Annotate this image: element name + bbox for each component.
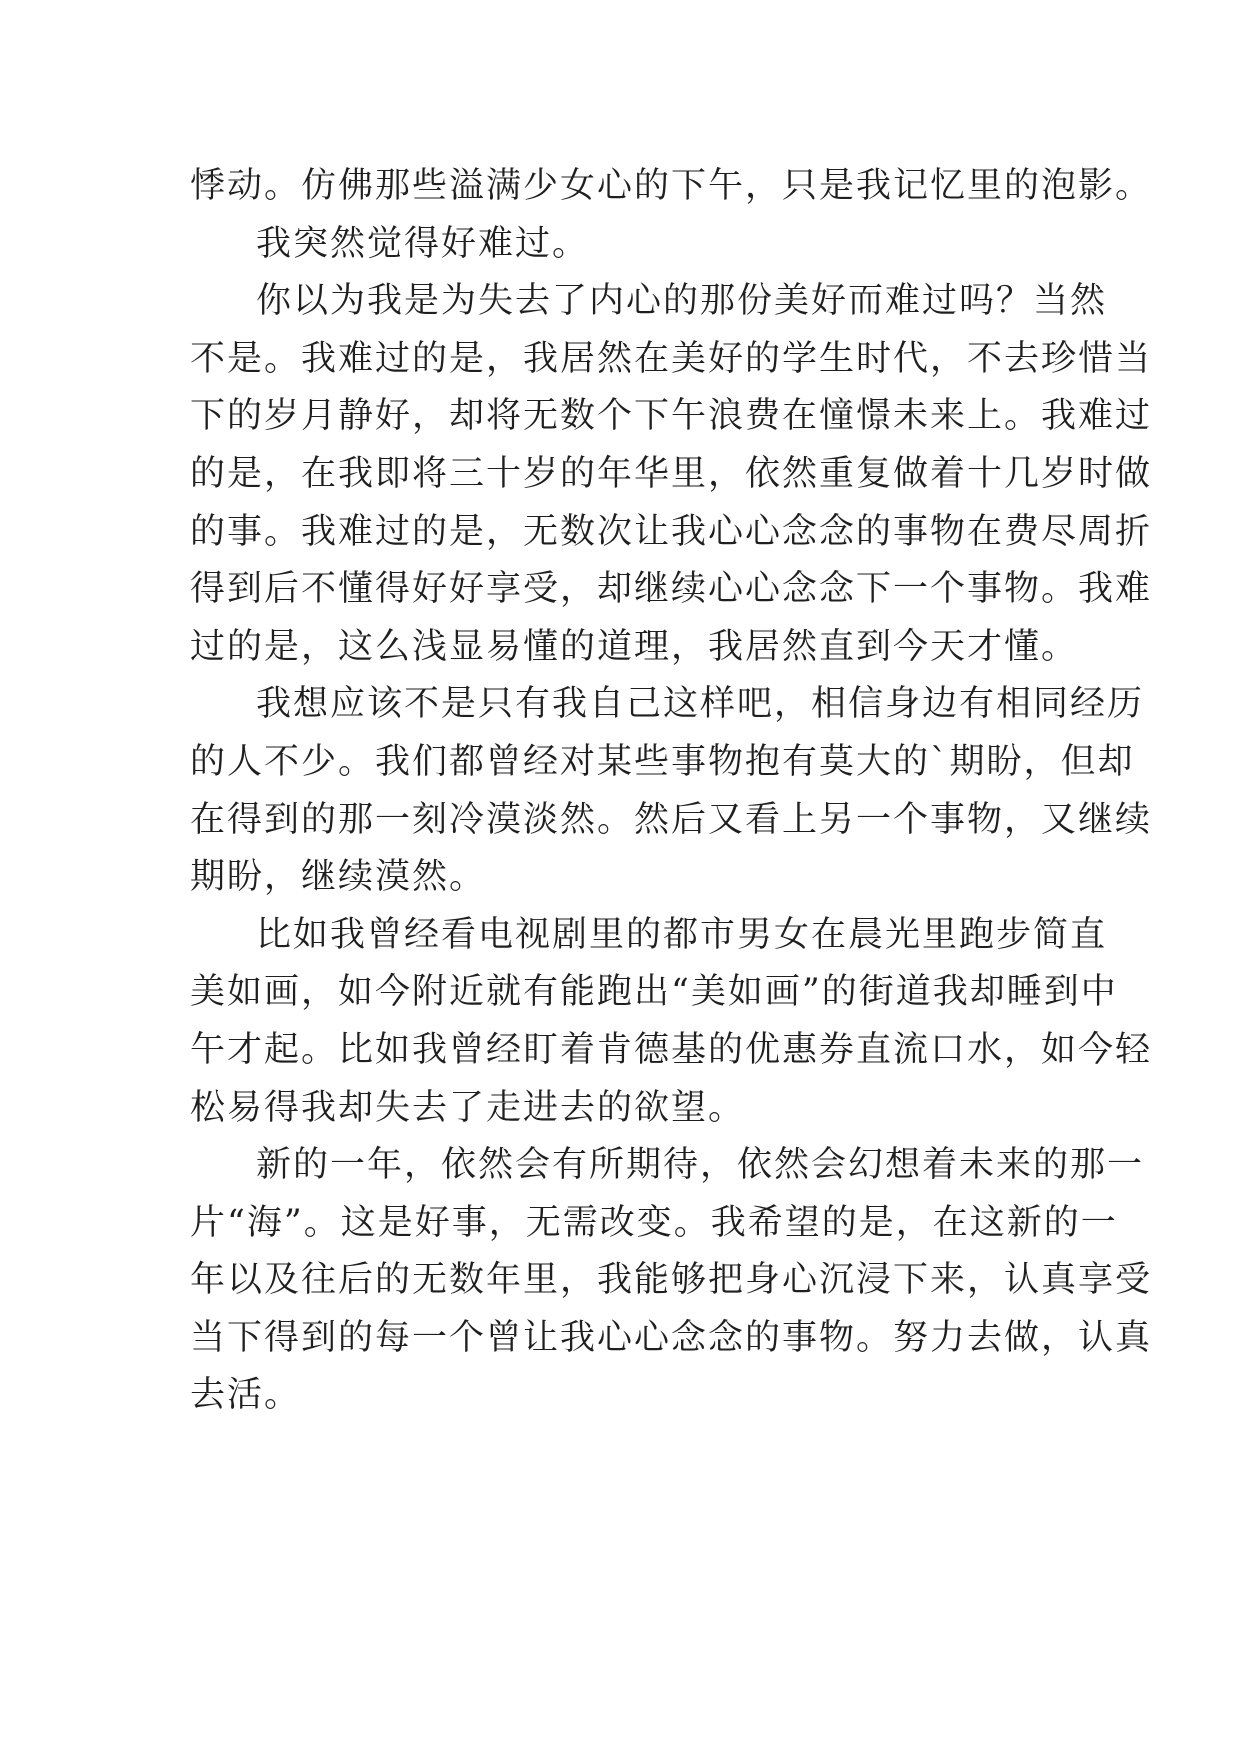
- text-line: 的人不少。我们都曾经对某些事物抱有莫大的`期盼，但却: [190, 741, 1135, 782]
- text-line: 新的一年，依然会有所期待，依然会幻想着未来的那一: [256, 1145, 1145, 1186]
- text-line: 下的岁月静好，却将无数个下午浪费在憧憬未来上。我难过: [190, 396, 1153, 437]
- text-line: 悸动。仿佛那些溢满少女心的下午，只是我记忆里的泡影。: [190, 166, 1153, 206]
- text-line: 在得到的那一刻冷漠淡然。然后又看上另一个事物，又继续: [190, 799, 1153, 840]
- text-line: 的事。我难过的是，无数次让我心心念念的事物在费尽周折: [190, 511, 1153, 552]
- text-line: 过的是，这么浅显易懂的道理，我居然直到今天才懂。: [190, 626, 1079, 667]
- text-line: 当下得到的每一个曾让我心心念念的事物。努力去做，认真: [190, 1317, 1153, 1358]
- text-line: 年以及往后的无数年里，我能够把身心沉浸下来，认真享受: [190, 1260, 1153, 1301]
- text-line: 不是。我难过的是，我居然在美好的学生时代，不去珍惜当: [190, 338, 1153, 379]
- text-line: 美如画，如今附近就有能跑出“美如画”的街道我却睡到中: [190, 972, 1118, 1013]
- text-line: 期盼，继续漠然。: [190, 857, 487, 898]
- text-line: 片“海”。这是好事，无需改变。我希望的是，在这新的一: [190, 1202, 1118, 1243]
- document-body: [190, 158, 1153, 1425]
- text-line: 去活。: [190, 1375, 302, 1416]
- text-line: 比如我曾经看电视剧里的都市男女在晨光里跑步简直: [256, 914, 1108, 955]
- text-line: 我想应该不是只有我自己这样吧，相信身边有相同经历: [256, 684, 1145, 725]
- text-line: 得到后不懂得好好享受，却继续心心念念下一个事物。我难: [190, 569, 1153, 610]
- text-line: 我突然觉得好难过。: [256, 223, 590, 264]
- text-line: 的是，在我即将三十岁的年华里，依然重复做着十几岁时做: [190, 453, 1153, 494]
- text-line: 午才起。比如我曾经盯着肯德基的优惠券直流口水，如今轻: [190, 1029, 1153, 1070]
- text-line: 你以为我是为失去了内心的那份美好而难过吗？当然: [256, 281, 1108, 322]
- text-line: 松易得我却失去了走进去的欲望。: [190, 1087, 746, 1128]
